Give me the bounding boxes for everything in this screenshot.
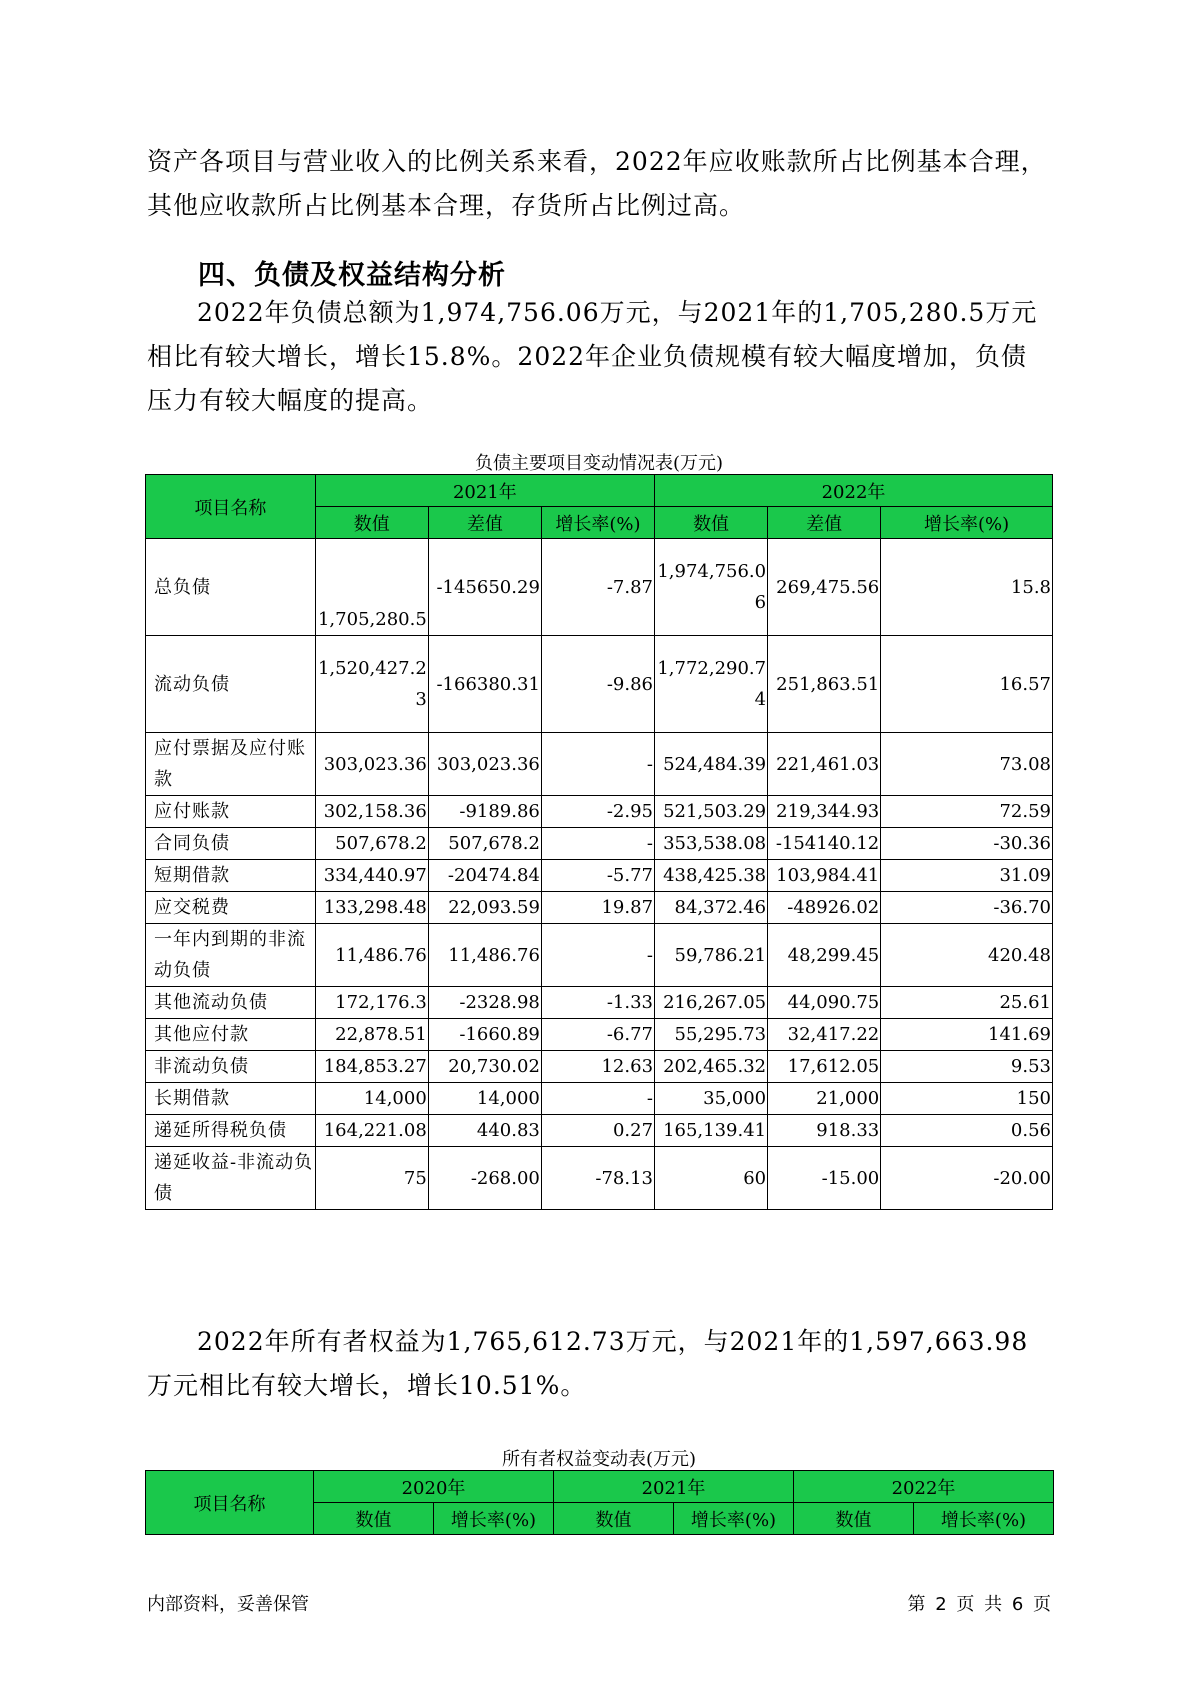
footer-page-number: 第 2 页 共 6 页 <box>907 1594 1051 1615</box>
row-name: 长期借款 <box>146 1083 316 1115</box>
cell: -78.13 <box>541 1147 654 1210</box>
cell: 19.87 <box>541 892 654 924</box>
cell: 1,974,756.06 <box>655 539 768 636</box>
cell: 440.83 <box>428 1115 541 1147</box>
cell: 507,678.2 <box>315 828 428 860</box>
cell: -7.87 <box>541 539 654 636</box>
liability-table-caption: 负债主要项目变动情况表(万元) <box>474 453 724 474</box>
cell: 507,678.2 <box>428 828 541 860</box>
cell: -154140.12 <box>768 828 881 860</box>
cell: 32,417.22 <box>768 1019 881 1051</box>
cell: 216,267.05 <box>655 987 768 1019</box>
subheader-diff-2021: 差值 <box>428 507 541 539</box>
cell: -48926.02 <box>768 892 881 924</box>
table-row <box>146 1019 1053 1051</box>
cell: - <box>541 1083 654 1115</box>
cell: 35,000 <box>655 1083 768 1115</box>
cell: - <box>541 828 654 860</box>
cell: -9189.86 <box>428 796 541 828</box>
row-name: 短期借款 <box>146 860 316 892</box>
cell: -145650.29 <box>428 539 541 636</box>
row-name: 应付票据及应付账款 <box>146 733 316 796</box>
table-row <box>146 987 1053 1019</box>
cell: 84,372.46 <box>655 892 768 924</box>
subheader-growth-2021: 增长率(%) <box>674 1503 794 1535</box>
cell: 1,772,290.74 <box>655 636 768 733</box>
subheader-value-2020: 数值 <box>314 1503 434 1535</box>
cell: 22,878.51 <box>315 1019 428 1051</box>
cell: 17,612.05 <box>768 1051 881 1083</box>
cell: 21,000 <box>768 1083 881 1115</box>
table-row <box>146 1147 1053 1210</box>
cell: 14,000 <box>315 1083 428 1115</box>
row-name: 其他流动负债 <box>146 987 316 1019</box>
subheader-growth-2021: 增长率(%) <box>541 507 654 539</box>
cell: -20.00 <box>881 1147 1053 1210</box>
cell: 11,486.76 <box>428 924 541 987</box>
cell: 334,440.97 <box>315 860 428 892</box>
paragraph-liability-summary: 2022年负债总额为1,974,756.06万元，与2021年的1,705,280.5万元相比有较大增长，增长15.8%。2022年企业负债规模有较大幅度增加，负债压力有较大幅度的提高。 <box>147 298 1038 415</box>
cell: 72.59 <box>881 796 1053 828</box>
table-row <box>146 796 1053 828</box>
cell: 31.09 <box>881 860 1053 892</box>
cell: 44,090.75 <box>768 987 881 1019</box>
subheader-value-2022: 数值 <box>794 1503 914 1535</box>
cell: -20474.84 <box>428 860 541 892</box>
cell: - <box>541 733 654 796</box>
cell: 521,503.29 <box>655 796 768 828</box>
cell: 103,984.41 <box>768 860 881 892</box>
cell: 16.57 <box>881 636 1053 733</box>
header-year-2021: 2021年 <box>315 475 654 507</box>
row-name: 一年内到期的非流动负债 <box>146 924 316 987</box>
cell: 202,465.32 <box>655 1051 768 1083</box>
cell: 12.63 <box>541 1051 654 1083</box>
cell: -1660.89 <box>428 1019 541 1051</box>
cell: 73.08 <box>881 733 1053 796</box>
cell: 219,344.93 <box>768 796 881 828</box>
cell: 25.61 <box>881 987 1053 1019</box>
header-year-2021: 2021年 <box>554 1471 794 1503</box>
equity-table-caption: 所有者权益变动表(万元) <box>501 1449 697 1470</box>
table-row <box>146 924 1053 987</box>
cell: 438,425.38 <box>655 860 768 892</box>
cell: 48,299.45 <box>768 924 881 987</box>
table-row <box>146 1083 1053 1115</box>
cell: 303,023.36 <box>315 733 428 796</box>
cell: 303,023.36 <box>428 733 541 796</box>
cell: 15.8 <box>881 539 1053 636</box>
cell: 165,139.41 <box>655 1115 768 1147</box>
cell: 302,158.36 <box>315 796 428 828</box>
cell: -2.95 <box>541 796 654 828</box>
cell: 150 <box>881 1083 1053 1115</box>
table-row <box>146 636 1053 733</box>
subheader-value-2021: 数值 <box>315 507 428 539</box>
table-row <box>146 860 1053 892</box>
cell: -6.77 <box>541 1019 654 1051</box>
cell: -2328.98 <box>428 987 541 1019</box>
cell: 133,298.48 <box>315 892 428 924</box>
cell: - <box>541 924 654 987</box>
subheader-value-2021: 数值 <box>554 1503 674 1535</box>
row-name: 非流动负债 <box>146 1051 316 1083</box>
row-name: 应付账款 <box>146 796 316 828</box>
footer-confidential-note: 内部资料，妥善保管 <box>147 1594 309 1615</box>
table-row <box>146 828 1053 860</box>
cell: -9.86 <box>541 636 654 733</box>
header-item-name: 项目名称 <box>146 475 316 539</box>
cell: 55,295.73 <box>655 1019 768 1051</box>
header-item-name: 项目名称 <box>146 1471 314 1535</box>
table-row <box>146 733 1053 796</box>
subheader-growth-2020: 增长率(%) <box>434 1503 554 1535</box>
cell: 75 <box>315 1147 428 1210</box>
cell: -166380.31 <box>428 636 541 733</box>
cell: 524,484.39 <box>655 733 768 796</box>
cell: 1,520,427.23 <box>315 636 428 733</box>
liability-table <box>145 474 1053 1210</box>
cell: -15.00 <box>768 1147 881 1210</box>
cell: 164,221.08 <box>315 1115 428 1147</box>
equity-table <box>145 1470 1054 1535</box>
cell: -268.00 <box>428 1147 541 1210</box>
cell: -1.33 <box>541 987 654 1019</box>
cell: 172,176.3 <box>315 987 428 1019</box>
cell: 141.69 <box>881 1019 1053 1051</box>
subheader-value-2022: 数值 <box>655 507 768 539</box>
cell: -30.36 <box>881 828 1053 860</box>
section-heading: 四、负债及权益结构分析 <box>198 260 506 291</box>
subheader-diff-2022: 差值 <box>768 507 881 539</box>
paragraph-equity-summary: 2022年所有者权益为1,765,612.73万元，与2021年的1,597,663.98万元相比有较大增长，增长10.51%。 <box>147 1327 1029 1400</box>
row-name: 总负债 <box>146 539 316 636</box>
cell: 9.53 <box>881 1051 1053 1083</box>
cell: 22,093.59 <box>428 892 541 924</box>
cell: 1,705,280.5 <box>315 539 428 636</box>
cell: 11,486.76 <box>315 924 428 987</box>
subheader-growth-2022: 增长率(%) <box>914 1503 1054 1535</box>
cell: 251,863.51 <box>768 636 881 733</box>
subheader-growth-2022: 增长率(%) <box>881 507 1053 539</box>
row-name: 流动负债 <box>146 636 316 733</box>
header-year-2022: 2022年 <box>655 475 1053 507</box>
row-name: 合同负债 <box>146 828 316 860</box>
header-year-2022: 2022年 <box>794 1471 1054 1503</box>
cell: 0.56 <box>881 1115 1053 1147</box>
row-name: 递延所得税负债 <box>146 1115 316 1147</box>
cell: -36.70 <box>881 892 1053 924</box>
cell: 184,853.27 <box>315 1051 428 1083</box>
cell: 269,475.56 <box>768 539 881 636</box>
cell: 0.27 <box>541 1115 654 1147</box>
cell: 353,538.08 <box>655 828 768 860</box>
cell: 918.33 <box>768 1115 881 1147</box>
table-row <box>146 1051 1053 1083</box>
header-year-2020: 2020年 <box>314 1471 554 1503</box>
row-name: 递延收益-非流动负债 <box>146 1147 316 1210</box>
paragraph-asset-ratio: 资产各项目与营业收入的比例关系来看，2022年应收账款所占比例基本合理，其他应收款所占比例基本合理，存货所占比例过高。 <box>147 147 1047 220</box>
cell: 420.48 <box>881 924 1053 987</box>
cell: 59,786.21 <box>655 924 768 987</box>
row-name: 其他应付款 <box>146 1019 316 1051</box>
cell: 221,461.03 <box>768 733 881 796</box>
table-row <box>146 1115 1053 1147</box>
row-name: 应交税费 <box>146 892 316 924</box>
cell: 60 <box>655 1147 768 1210</box>
cell: 20,730.02 <box>428 1051 541 1083</box>
table-row <box>146 892 1053 924</box>
table-row <box>146 539 1053 636</box>
cell: 14,000 <box>428 1083 541 1115</box>
cell: -5.77 <box>541 860 654 892</box>
